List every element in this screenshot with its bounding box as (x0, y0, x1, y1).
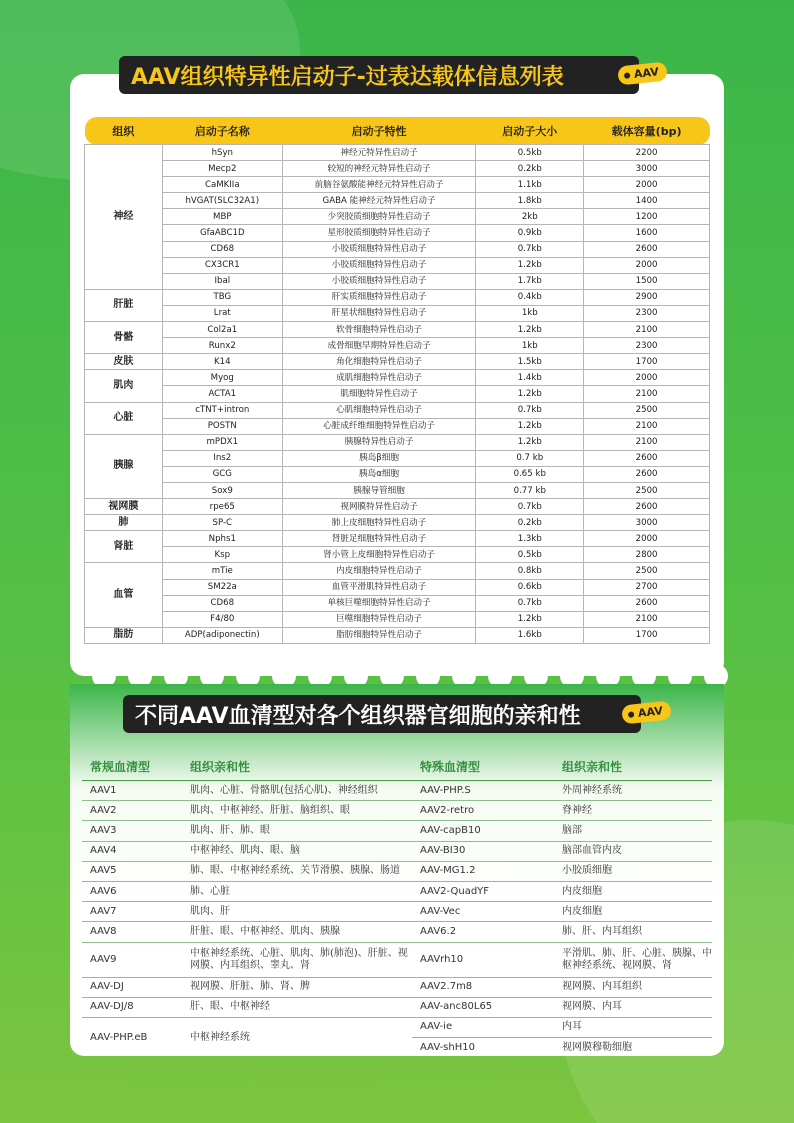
promoter-name-cell: Myog (162, 370, 282, 386)
promoter-name-cell: CD68 (162, 595, 282, 611)
special-serotype-cell: AAV-shH10 (420, 1041, 475, 1053)
special-serotype-cell: AAV6.2 (412, 922, 554, 942)
capacity-cell: 2300 (584, 305, 710, 321)
promoter-size-cell: 0.5kb (476, 145, 584, 161)
promoter-name-cell: CaMKIIa (162, 177, 282, 193)
affinity-cell: 肝、眼、中枢神经 (182, 997, 412, 1017)
promoter-name-cell: GCG (162, 466, 282, 482)
table-row (85, 354, 710, 370)
capacity-cell: 1400 (584, 193, 710, 209)
dot-icon (624, 72, 631, 79)
capacity-cell: 2800 (584, 547, 710, 563)
special-serotype-cell: AAVrh10 (412, 942, 554, 977)
serotype-table-header (82, 752, 712, 781)
common-serotype-cell: AAV3 (82, 821, 182, 841)
affinity-cell: 脑部血管内皮 (554, 841, 712, 861)
promoter-size-cell: 0.5kb (476, 547, 584, 563)
promoter-size-cell: 1.2kb (476, 434, 584, 450)
table-row (85, 225, 710, 241)
promoter-name-cell: mTie (162, 563, 282, 579)
promoter-feature-cell: 心脏成纤维细胞特异性启动子 (282, 418, 476, 434)
promoter-feature-cell: 神经元特异性启动子 (282, 145, 476, 161)
promoter-feature-cell: 心肌细胞特异性启动子 (282, 402, 476, 418)
section1-title: AAV组织特异性启动子-过表达载体信息列表 (119, 56, 639, 94)
promoter-size-cell: 1.4kb (476, 370, 584, 386)
promoter-feature-cell: 较短的神经元特异性启动子 (282, 161, 476, 177)
table-row (85, 595, 710, 611)
promoter-name-cell: Ibal (162, 273, 282, 289)
affinity-cell: 小胶质细胞 (554, 861, 712, 881)
affinity-cell: 视网膜穆勒细胞 (562, 1041, 632, 1053)
promoter-size-cell: 1.2kb (476, 386, 584, 402)
common-serotype-cell: AAV7 (82, 902, 182, 922)
table-row (85, 499, 710, 515)
promoter-name-cell: ADP(adiponectin) (162, 627, 282, 643)
affinity-cell: 中枢神经系统、心脏、肌肉、肺(肺泡)、肝脏、视网膜、内耳组织、睾丸、肾 (182, 942, 412, 977)
dot-icon (628, 711, 635, 718)
header-promoter-feature: 启动子特性 (282, 117, 476, 145)
affinity-cell: 内皮细胞 (554, 881, 712, 901)
capacity-cell: 2900 (584, 289, 710, 305)
header-tissue-affinity: 组织亲和性 (182, 752, 412, 781)
special-serotype-cell: AAV2-retro (412, 801, 554, 821)
capacity-cell: 2600 (584, 595, 710, 611)
capacity-cell: 3000 (584, 515, 710, 531)
promoter-size-cell: 0.65 kb (476, 466, 584, 482)
affinity-cell: 肌肉、肝 (182, 902, 412, 922)
capacity-cell: 2100 (584, 386, 710, 402)
affinity-cell: 中枢神经、肌肉、眼、脑 (182, 841, 412, 861)
header-special-serotype: 特殊血清型 (412, 752, 554, 781)
promoter-feature-cell: 脂肪细胞特异性启动子 (282, 627, 476, 643)
organ-cell: 胰腺 (85, 434, 163, 498)
table-row (82, 902, 712, 922)
promoter-feature-cell: 肝实质细胞特异性启动子 (282, 289, 476, 305)
scallop-divider (70, 664, 724, 686)
promoter-feature-cell: 血管平滑肌特异性启动子 (282, 579, 476, 595)
promoter-name-cell: POSTN (162, 418, 282, 434)
section2-title: 不同AAV血清型对各个组织器官细胞的亲和性 (123, 695, 641, 733)
affinity-cell: 肺、心脏 (182, 881, 412, 901)
promoter-feature-cell: 少突胶质细胞特异性启动子 (282, 209, 476, 225)
promoter-size-cell: 1.5kb (476, 354, 584, 370)
table-row (85, 434, 710, 450)
capacity-cell: 3000 (584, 161, 710, 177)
common-serotype-cell: AAV5 (82, 861, 182, 881)
table-row (85, 579, 710, 595)
affinity-cell: 视网膜、内耳 (554, 997, 712, 1017)
promoter-size-cell: 0.7kb (476, 241, 584, 257)
table-row (85, 193, 710, 209)
promoter-size-cell: 0.4kb (476, 289, 584, 305)
table-row (85, 386, 710, 402)
affinity-cell: 中枢神经系统 (190, 1031, 250, 1043)
promoter-name-cell: Nphs1 (162, 531, 282, 547)
affinity-cell: 肺、肝、内耳组织 (554, 922, 712, 942)
promoter-name-cell: Runx2 (162, 338, 282, 354)
promoter-name-cell: SP-C (162, 515, 282, 531)
table-row (85, 273, 710, 289)
special-serotype-cell: AAV2-QuadYF (412, 881, 554, 901)
promoter-size-cell: 1.6kb (476, 627, 584, 643)
capacity-cell: 2300 (584, 338, 710, 354)
affinity-cell: 肝脏、眼、中枢神经、肌肉、胰腺 (182, 922, 412, 942)
affinity-cell: 脑部 (554, 821, 712, 841)
organ-cell: 视网膜 (85, 499, 163, 515)
promoter-table (84, 117, 710, 644)
table-row (85, 466, 710, 482)
promoter-name-cell: ACTA1 (162, 386, 282, 402)
promoter-name-cell: Ins2 (162, 450, 282, 466)
table-row (85, 161, 710, 177)
organ-cell: 肾脏 (85, 531, 163, 563)
table-row (85, 370, 710, 386)
promoter-feature-cell: 巨噬细胞特异性启动子 (282, 611, 476, 627)
table-row (85, 531, 710, 547)
table-row (82, 861, 712, 881)
promoter-name-cell: F4/80 (162, 611, 282, 627)
table-row (82, 801, 712, 821)
capacity-cell: 2600 (584, 466, 710, 482)
promoter-feature-cell: 肾小管上皮细胞特异性启动子 (282, 547, 476, 563)
organ-cell: 骨骼 (85, 322, 163, 354)
table-row (82, 781, 712, 801)
organ-cell: 肺 (85, 515, 163, 531)
table-row (82, 1017, 712, 1037)
promoter-feature-cell: 肺上皮细胞特异性启动子 (282, 515, 476, 531)
promoter-size-cell: 0.2kb (476, 161, 584, 177)
special-serotype-cell: AAV-MG1.2 (412, 861, 554, 881)
header-promoter-name: 启动子名称 (162, 117, 282, 145)
common-serotype-cell: AAV6 (82, 881, 182, 901)
capacity-cell: 2000 (584, 177, 710, 193)
promoter-size-cell: 1.2kb (476, 322, 584, 338)
affinity-cell: 平滑肌、肺、肝、心脏、胰腺、中枢神经系统、视网膜、肾 (554, 942, 712, 977)
promoter-name-cell: hVGAT(SLC32A1) (162, 193, 282, 209)
promoter-feature-cell: 胰岛α细胞 (282, 466, 476, 482)
promoter-size-cell: 1.2kb (476, 611, 584, 627)
capacity-cell: 2500 (584, 563, 710, 579)
promoter-size-cell: 1.8kb (476, 193, 584, 209)
table-row (82, 821, 712, 841)
table-row (82, 881, 712, 901)
capacity-cell: 2100 (584, 434, 710, 450)
table-row (82, 997, 712, 1017)
capacity-cell: 2000 (584, 531, 710, 547)
affinity-cell: 内耳 (554, 1017, 712, 1037)
organ-cell: 神经 (85, 145, 163, 290)
promoter-name-cell: Col2a1 (162, 322, 282, 338)
table-row (82, 942, 712, 977)
promoter-name-cell: mPDX1 (162, 434, 282, 450)
table-row (85, 209, 710, 225)
table-row (85, 145, 710, 161)
capacity-cell: 2600 (584, 450, 710, 466)
organ-cell: 肌肉 (85, 370, 163, 402)
table-row (85, 305, 710, 321)
promoter-size-cell: 1.2kb (476, 257, 584, 273)
capacity-cell: 1600 (584, 225, 710, 241)
promoter-size-cell: 0.7 kb (476, 450, 584, 466)
promoter-feature-cell: 成肌细胞特异性启动子 (282, 370, 476, 386)
organ-cell: 肝脏 (85, 289, 163, 321)
promoter-size-cell: 0.77 kb (476, 482, 584, 498)
promoter-feature-cell: 肌细胞特异性启动子 (282, 386, 476, 402)
header-promoter-size: 启动子大小 (476, 117, 584, 145)
promoter-name-cell: MBP (162, 209, 282, 225)
capacity-cell: 2600 (584, 241, 710, 257)
promoter-name-cell: rpe65 (162, 499, 282, 515)
special-serotype-cell: AAV-BI30 (412, 841, 554, 861)
affinity-cell: 肌肉、肝、肺、眼 (182, 821, 412, 841)
common-serotype-cell: AAV1 (82, 781, 182, 801)
promoter-name-cell: hSyn (162, 145, 282, 161)
capacity-cell: 2100 (584, 418, 710, 434)
badge-label: AAV (637, 704, 664, 720)
table-row (85, 547, 710, 563)
table-row (85, 627, 710, 643)
capacity-cell: 2500 (584, 402, 710, 418)
common-serotype-cell: AAV2 (82, 801, 182, 821)
badge-label: AAV (633, 65, 660, 81)
promoter-name-cell: Sox9 (162, 482, 282, 498)
promoter-size-cell: 0.6kb (476, 579, 584, 595)
affinity-cell: 肺、眼、中枢神经系统、关节滑膜、胰腺、肠道 (182, 861, 412, 881)
affinity-cell: 肌肉、中枢神经、肝脏、脑组织、眼 (182, 801, 412, 821)
common-serotype-cell: AAV-PHP.eB (90, 1031, 148, 1043)
promoter-feature-cell: 视网膜特异性启动子 (282, 499, 476, 515)
table-row (85, 257, 710, 273)
promoter-size-cell: 1kb (476, 305, 584, 321)
promoter-size-cell: 1.1kb (476, 177, 584, 193)
promoter-size-cell: 0.8kb (476, 563, 584, 579)
organ-cell: 血管 (85, 563, 163, 627)
capacity-cell: 2100 (584, 322, 710, 338)
common-serotype-cell: AAV-DJ/8 (82, 997, 182, 1017)
promoter-size-cell: 1.7kb (476, 273, 584, 289)
promoter-name-cell: TBG (162, 289, 282, 305)
capacity-cell: 1500 (584, 273, 710, 289)
capacity-cell: 2700 (584, 579, 710, 595)
promoter-feature-cell: 角化细胞特异性启动子 (282, 354, 476, 370)
common-serotype-cell: AAV4 (82, 841, 182, 861)
table-row (85, 322, 710, 338)
promoter-size-cell: 2kb (476, 209, 584, 225)
promoter-size-cell: 0.9kb (476, 225, 584, 241)
special-serotype-cell: AAV-anc80L65 (412, 997, 554, 1017)
table-row (82, 977, 712, 997)
promoter-size-cell: 0.7kb (476, 499, 584, 515)
promoter-name-cell: Ksp (162, 547, 282, 563)
organ-cell: 心脏 (85, 402, 163, 434)
capacity-cell: 1200 (584, 209, 710, 225)
capacity-cell: 2100 (584, 611, 710, 627)
capacity-cell: 1700 (584, 627, 710, 643)
special-serotype-cell: AAV-PHP.S (412, 781, 554, 801)
serotype-table (82, 752, 712, 1057)
header-tissue-affinity: 组织亲和性 (554, 752, 712, 781)
affinity-cell: 内皮细胞 (554, 902, 712, 922)
promoter-feature-cell: 小胶质细胞特异性启动子 (282, 241, 476, 257)
promoter-size-cell: 1.2kb (476, 418, 584, 434)
table-row (85, 563, 710, 579)
promoter-feature-cell: 肝星状细胞特异性启动子 (282, 305, 476, 321)
promoter-feature-cell: 内皮细胞特异性启动子 (282, 563, 476, 579)
special-serotype-cell: AAV-Vec (412, 902, 554, 922)
table-row (85, 177, 710, 193)
capacity-cell: 2500 (584, 482, 710, 498)
table-row (85, 289, 710, 305)
promoter-name-cell: Lrat (162, 305, 282, 321)
promoter-feature-cell: 软骨细胞特异性启动子 (282, 322, 476, 338)
special-serotype-cell: AAV2.7m8 (412, 977, 554, 997)
affinity-cell: 视网膜、内耳组织 (554, 977, 712, 997)
promoter-feature-cell: 小胶质细胞特异性启动子 (282, 273, 476, 289)
header-common-serotype: 常规血清型 (82, 752, 182, 781)
promoter-size-cell: 1.3kb (476, 531, 584, 547)
promoter-size-cell: 0.7kb (476, 402, 584, 418)
table-row (85, 402, 710, 418)
promoter-feature-cell: 单核巨噬细胞特异性启动子 (282, 595, 476, 611)
table-row (85, 338, 710, 354)
common-serotype-cell: AAV9 (82, 942, 182, 977)
promoter-feature-cell: 前脑谷氨酸能神经元特异性启动子 (282, 177, 476, 193)
promoter-name-cell: K14 (162, 354, 282, 370)
table-row (85, 418, 710, 434)
promoter-name-cell: GfaABC1D (162, 225, 282, 241)
promoter-name-cell: cTNT+intron (162, 402, 282, 418)
table-row (85, 482, 710, 498)
table-row (82, 922, 712, 942)
affinity-cell: 肌肉、心脏、骨骼肌(包括心肌)、神经组织 (182, 781, 412, 801)
promoter-table-header (85, 117, 710, 145)
special-serotype-cell: AAV-ie (412, 1017, 554, 1037)
promoter-size-cell: 1kb (476, 338, 584, 354)
special-serotype-cell: AAV-capB10 (412, 821, 554, 841)
promoter-name-cell: CX3CR1 (162, 257, 282, 273)
table-row (82, 841, 712, 861)
promoter-feature-cell: GABA 能神经元特异性启动子 (282, 193, 476, 209)
promoter-feature-cell: 胰腺导管细胞 (282, 482, 476, 498)
table-row (85, 450, 710, 466)
promoter-size-cell: 0.7kb (476, 595, 584, 611)
promoter-feature-cell: 肾脏足细胞特异性启动子 (282, 531, 476, 547)
capacity-cell: 2600 (584, 499, 710, 515)
table-row (85, 241, 710, 257)
promoter-name-cell: SM22a (162, 579, 282, 595)
table-row (85, 515, 710, 531)
promoter-feature-cell: 小胶质细胞特异性启动子 (282, 257, 476, 273)
capacity-cell: 1700 (584, 354, 710, 370)
affinity-cell: 脊神经 (554, 801, 712, 821)
capacity-cell: 2200 (584, 145, 710, 161)
promoter-size-cell: 0.2kb (476, 515, 584, 531)
promoter-name-cell: CD68 (162, 241, 282, 257)
organ-cell: 脂肪 (85, 627, 163, 643)
capacity-cell: 2000 (584, 257, 710, 273)
common-serotype-cell: AAV-DJ (82, 977, 182, 997)
header-capacity: 载体容量(bp) (584, 117, 710, 145)
affinity-cell: 外周神经系统 (554, 781, 712, 801)
promoter-name-cell: Mecp2 (162, 161, 282, 177)
affinity-cell: 视网膜、肝脏、肺、肾、脾 (182, 977, 412, 997)
header-tissue: 组织 (85, 117, 163, 145)
table-row (85, 611, 710, 627)
promoter-feature-cell: 星形胶质细胞特异性启动子 (282, 225, 476, 241)
capacity-cell: 2000 (584, 370, 710, 386)
common-serotype-cell: AAV8 (82, 922, 182, 942)
organ-cell: 皮肤 (85, 354, 163, 370)
promoter-feature-cell: 胰岛β细胞 (282, 450, 476, 466)
promoter-feature-cell: 成骨细胞早期特异性启动子 (282, 338, 476, 354)
promoter-feature-cell: 胰腺特异性启动子 (282, 434, 476, 450)
